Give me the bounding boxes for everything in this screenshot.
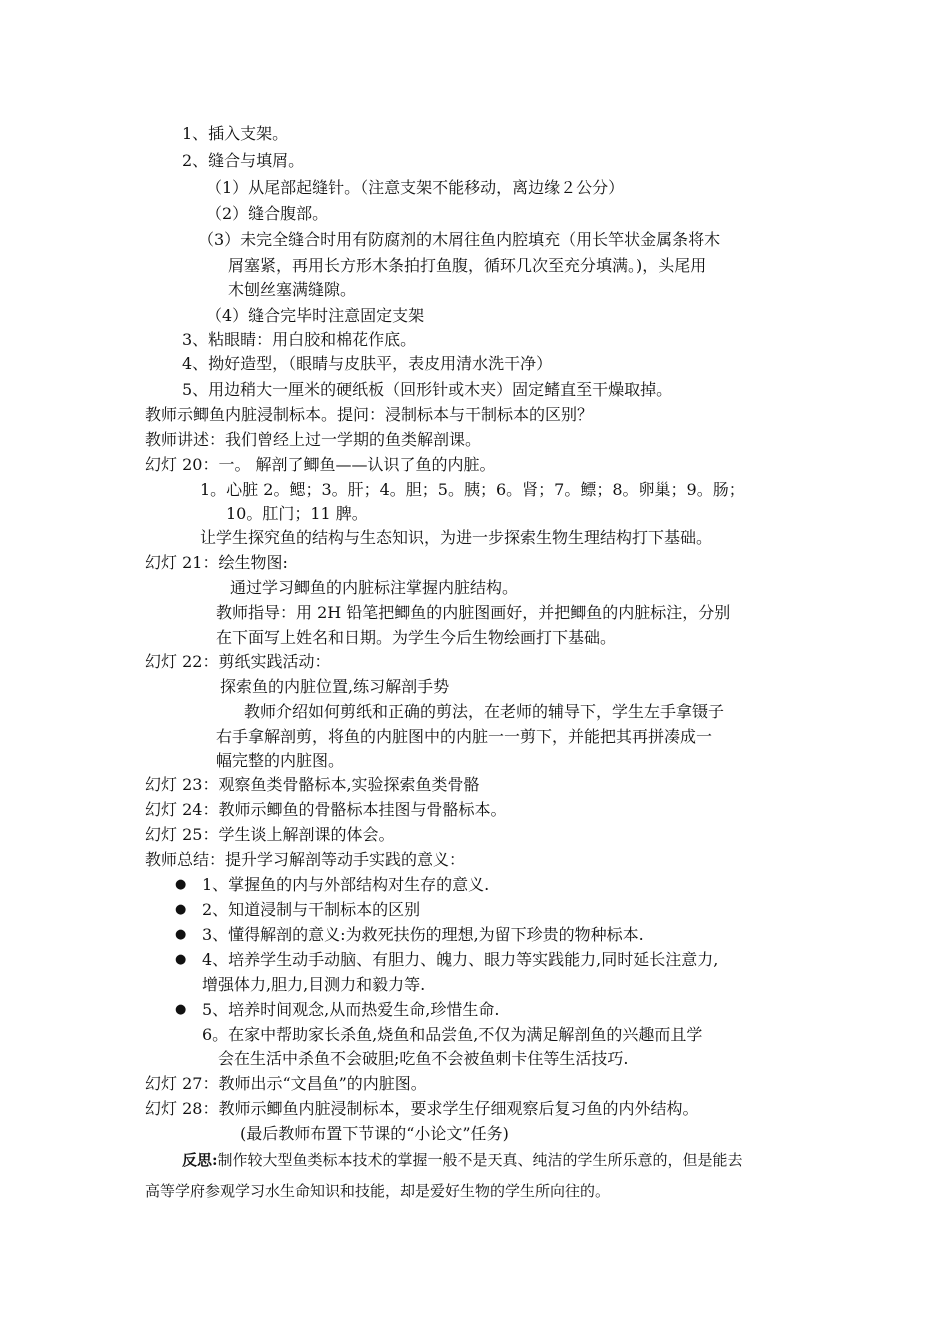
slide-21-guide-cont: 在下面写上姓名和日期。为学生今后生物绘画打下基础。 bbox=[216, 628, 617, 647]
step-1: 1、插入支架。 bbox=[182, 124, 289, 143]
bullet-icon: ● bbox=[175, 877, 187, 892]
slide-27: 幻灯 27：教师出示“文昌鱼”的内脏图。 bbox=[145, 1074, 427, 1093]
step-2: 2、缝合与填屑。 bbox=[182, 151, 305, 170]
step-3: 3、粘眼睛：用白胶和棉花作底。 bbox=[182, 330, 417, 349]
slide-21-desc: 通过学习鲫鱼的内脏标注掌握内脏结构。 bbox=[230, 578, 519, 597]
substep-4: （4）缝合完毕时注意固定支架 bbox=[206, 306, 425, 325]
reflection bbox=[182, 1150, 743, 1170]
slide-20: 幻灯 20：一。 解剖了鲫鱼——认识了鱼的内脏。 bbox=[145, 455, 496, 474]
teacher-summary: 教师总结：提升学习解剖等动手实践的意义： bbox=[145, 850, 466, 869]
slide-23: 幻灯 23：观察鱼类骨骼标本,实验探索鱼类骨骼 bbox=[145, 775, 480, 794]
reflection-label: 反思: bbox=[182, 1151, 218, 1169]
slide-22-detail-cont2: 幅完整的内脏图。 bbox=[216, 751, 345, 770]
organ-list-cont: 10。肛门；11 脾。 bbox=[226, 504, 368, 523]
substep-1: （1）从尾部起缝针。（注意支架不能移动，离边缘２公分） bbox=[206, 178, 625, 197]
step-4: 4、拗好造型，（眼睛与皮肤平，表皮用清水洗干净） bbox=[182, 354, 553, 373]
summary-item-4: 4、培养学生动手动脑、有胆力、魄力、眼力等实践能力,同时延长注意力, bbox=[202, 950, 719, 969]
teacher-narration: 教师讲述：我们曾经上过一学期的鱼类解剖课。 bbox=[145, 430, 482, 449]
slide-22: 幻灯 22：剪纸实践活动： bbox=[145, 652, 331, 671]
slide-28: 幻灯 28：教师示鲫鱼内脏浸制标本，要求学生仔细观察后复习鱼的内外结构。 bbox=[145, 1099, 699, 1118]
teacher-demo: 教师示鲫鱼内脏浸制标本。提问：浸制标本与干制标本的区别？ bbox=[145, 405, 594, 424]
slide-24: 幻灯 24：教师示鲫鱼的骨骼标本挂图与骨骼标本。 bbox=[145, 800, 507, 819]
bullet-icon: ● bbox=[175, 902, 187, 917]
substep-3: （3）未完全缝合时用有防腐剂的木屑往鱼内腔填充（用长竿状金属条将木 bbox=[198, 230, 721, 249]
homework-note: (最后教师布置下节课的“小论文”任务) bbox=[240, 1124, 509, 1143]
summary-item-4-cont: 增强体力,胆力,目测力和毅力等. bbox=[202, 975, 426, 994]
summary-item-2: 2、知道浸制与干制标本的区别 bbox=[202, 900, 421, 919]
substep-2: （2）缝合腹部。 bbox=[206, 204, 329, 223]
slide-20-goal: 让学生探究鱼的结构与生态知识，为进一步探索生物生理结构打下基础。 bbox=[200, 528, 713, 547]
slide-21: 幻灯 21：绘生物图: bbox=[145, 553, 288, 572]
summary-item-6-cont: 会在生活中杀鱼不会破胆;吃鱼不会被鱼刺卡住等生活技巧. bbox=[218, 1049, 629, 1068]
summary-item-3: 3、懂得解剖的意义:为救死扶伤的理想,为留下珍贵的物种标本. bbox=[202, 925, 644, 944]
substep-3-cont2: 木刨丝塞满缝隙。 bbox=[228, 280, 357, 299]
slide-22-detail: 教师介绍如何剪纸和正确的剪法，在老师的辅导下，学生左手拿镊子 bbox=[244, 702, 725, 721]
slide-21-guide: 教师指导：用 2H 铅笔把鲫鱼的内脏图画好，并把鲫鱼的内脏标注，分别 bbox=[216, 603, 731, 622]
bullet-icon: ● bbox=[175, 927, 187, 942]
summary-item-5: 5、培养时间观念,从而热爱生命,珍惜生命. bbox=[202, 1000, 500, 1019]
reflection-cont: 高等学府参观学习水生命知识和技能，却是爱好生物的学生所向往的。 bbox=[145, 1182, 611, 1200]
substep-3-cont: 屑塞紧，再用长方形木条拍打鱼腹，循环几次至充分填满。)，头尾用 bbox=[228, 256, 707, 275]
bullet-icon: ● bbox=[175, 1002, 187, 1017]
summary-item-6: 6。在家中帮助家长杀鱼,烧鱼和品尝鱼,不仅为满足解剖鱼的兴趣而且学 bbox=[202, 1025, 703, 1044]
bullet-icon: ● bbox=[175, 952, 187, 967]
summary-item-1: 1、掌握鱼的内与外部结构对生存的意义. bbox=[202, 875, 490, 894]
slide-22-desc: 探索鱼的内脏位置,练习解剖手势 bbox=[220, 677, 450, 696]
organ-list: 1。心脏 2。鳃；3。肝；4。胆；5。胰；6。肾；7。鳔；8。卵巢；9。肠； bbox=[200, 480, 745, 499]
reflection-text: 制作较大型鱼类标本技术的掌握一般不是天真、纯洁的学生所乐意的，但是能去 bbox=[217, 1151, 743, 1169]
slide-25: 幻灯 25：学生谈上解剖课的体会。 bbox=[145, 825, 395, 844]
slide-22-detail-cont: 右手拿解剖剪，将鱼的内脏图中的内脏一一剪下，并能把其再拼凑成一 bbox=[216, 727, 713, 746]
step-5: 5、用边稍大一厘米的硬纸板（回形针或木夹）固定鳍直至干燥取掉。 bbox=[182, 380, 673, 399]
